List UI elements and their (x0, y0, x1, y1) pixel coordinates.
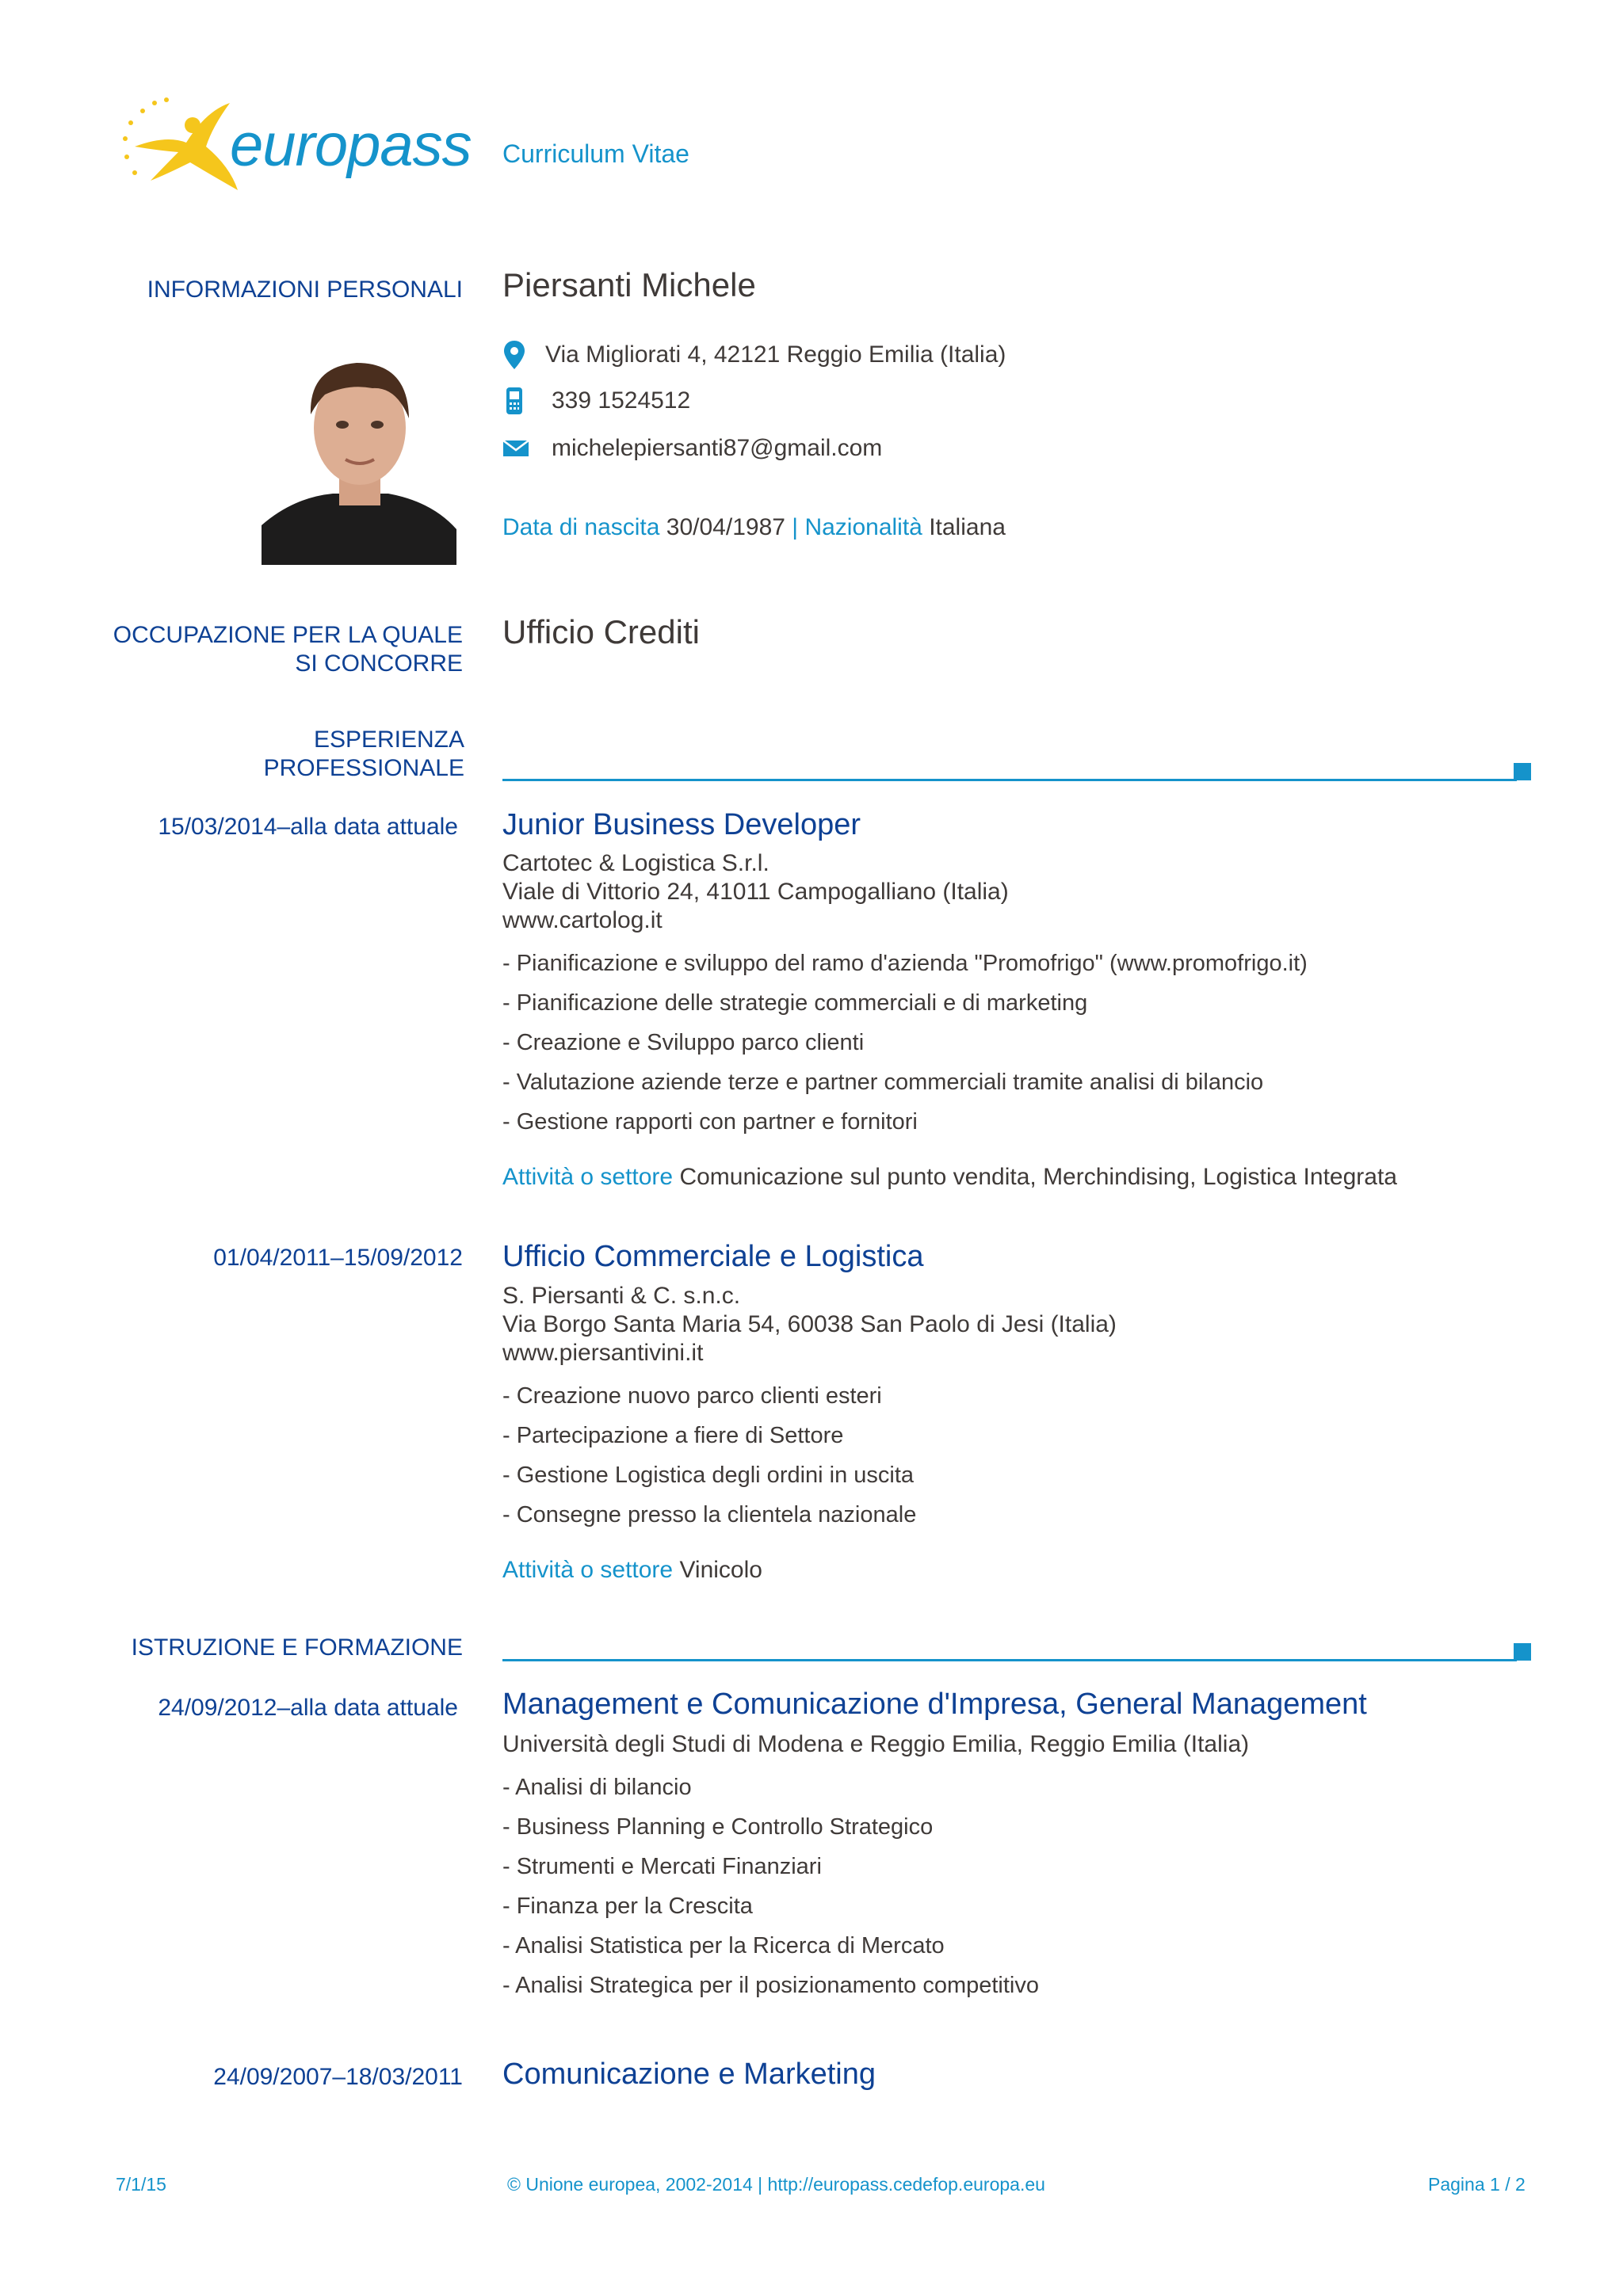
job2-bullet: - Partecipazione a fiere di Settore (502, 1423, 844, 1448)
job1-sector-label: Attività o settore (502, 1164, 674, 1190)
job1-sector (502, 1163, 1397, 1192)
occupation-value: Ufficio Crediti (502, 613, 700, 650)
footer-date: 7/1/15 (116, 2174, 166, 2195)
nationality-label: Nazionalità (804, 514, 922, 540)
job2-address: Via Borgo Santa Maria 54, 60038 San Paolo di Jesi (Italia) (502, 1311, 1117, 1337)
job1-title: Junior Business Developer (502, 808, 861, 841)
experience-label-line2: PROFESSIONALE (263, 755, 464, 781)
job2-company: S. Piersanti & C. s.n.c. (502, 1283, 741, 1309)
edu1-bullet: - Strumenti e Mercati Finanziari (502, 1854, 822, 1879)
job1-dates: 15/03/2014–alla data attuale (158, 814, 458, 840)
experience-label-line1: ESPERIENZA (313, 727, 464, 753)
job1-website[interactable]: www.cartolog.it (502, 907, 663, 933)
job1-bullet: - Pianificazione delle strategie commerciali e di marketing (502, 990, 1088, 1016)
job2-website[interactable]: www.piersantivini.it (502, 1340, 704, 1366)
occupation-label-line2: SI CONCORRE (295, 650, 463, 677)
education-label: ISTRUZIONE E FORMAZIONE (131, 1634, 463, 1661)
edu1-bullet: - Business Planning e Controllo Strategico (502, 1814, 934, 1840)
experience-label (264, 726, 464, 783)
job1-company: Cartotec & Logistica S.r.l. (502, 850, 769, 876)
separator: | (792, 514, 799, 540)
experience-divider-square (1514, 763, 1531, 780)
job1-bullet: - Creazione e Sviluppo parco clienti (502, 1030, 865, 1055)
job2-title: Ufficio Commerciale e Logistica (502, 1240, 924, 1273)
education-divider (502, 1659, 1517, 1661)
job2-bullet: - Creazione nuovo parco clienti esteri (502, 1383, 882, 1409)
job1-sector-value: Comunicazione sul punto vendita, Merchindising, Logistica Integrata (679, 1164, 1397, 1190)
address-text: Via Migliorati 4, 42121 Reggio Emilia (Italia) (545, 341, 1006, 368)
birth-date-value: 30/04/1987 (666, 514, 785, 540)
edu2-dates: 24/09/2007–18/03/2011 (213, 2064, 463, 2090)
edu2-title: Comunicazione e Marketing (502, 2058, 876, 2091)
edu1-school: Università degli Studi di Modena e Reggio Emilia, Reggio Emilia (Italia) (502, 1731, 1250, 1757)
mobile-phone-icon (506, 387, 523, 419)
birth-date-label: Data di nascita (502, 514, 660, 540)
experience-divider (502, 779, 1517, 781)
job2-sector-label: Attività o settore (502, 1557, 674, 1583)
edu1-bullet: - Analisi Statistica per la Ricerca di Mercato (502, 1933, 945, 1958)
edu1-dates: 24/09/2012–alla data attuale (158, 1695, 458, 1721)
job1-bullet: - Valutazione aziende terze e partner commerciali tramite analisi di bilancio (502, 1070, 1264, 1095)
footer-copyright[interactable]: © Unione europea, 2002-2014 | http://europass.cedefop.europa.eu (507, 2174, 1045, 2195)
edu1-bullet: - Analisi di bilancio (502, 1775, 692, 1800)
email-icon (502, 439, 529, 462)
person-name: Piersanti Michele (502, 266, 756, 303)
birth-nationality-line (502, 513, 1006, 542)
edu1-bullet: - Analisi Strategica per il posizionamento competitivo (502, 1973, 1039, 1998)
job1-bullet: - Pianificazione e sviluppo del ramo d'azienda "Promofrigo" (www.promofrigo.it) (502, 951, 1308, 976)
job2-bullet: - Consegne presso la clientela nazionale (502, 1502, 917, 1527)
europass-logo (111, 87, 475, 198)
location-icon (504, 341, 525, 373)
person-photo-image (262, 339, 456, 565)
email-address[interactable]: michelepiersanti87@gmail.com (552, 435, 883, 461)
personal-info-label: INFORMAZIONI PERSONALI (147, 277, 463, 303)
occupation-label (113, 621, 463, 678)
edu1-title: Management e Comunicazione d'Impresa, General Management (502, 1688, 1367, 1721)
job1-bullet: - Gestione rapporti con partner e fornitori (502, 1109, 918, 1135)
document-title: Curriculum Vitae (502, 139, 689, 168)
job2-sector-value: Vinicolo (679, 1557, 762, 1583)
job2-dates: 01/04/2011–15/09/2012 (213, 1245, 463, 1271)
profile-photo (262, 339, 456, 565)
edu1-bullet: - Finanza per la Crescita (502, 1894, 753, 1919)
nationality-value: Italiana (929, 514, 1006, 540)
footer-page-number: Pagina 1 / 2 (1428, 2174, 1526, 2195)
europass-wordmark: europass (230, 112, 472, 179)
job2-sector (502, 1556, 762, 1585)
occupation-label-line1: OCCUPAZIONE PER LA QUALE (113, 622, 463, 648)
job2-bullet: - Gestione Logistica degli ordini in uscita (502, 1463, 915, 1488)
phone-number[interactable]: 339 1524512 (552, 387, 691, 414)
job1-address: Viale di Vittorio 24, 41011 Campogalliano (Italia) (502, 879, 1009, 905)
education-divider-square (1514, 1643, 1531, 1661)
